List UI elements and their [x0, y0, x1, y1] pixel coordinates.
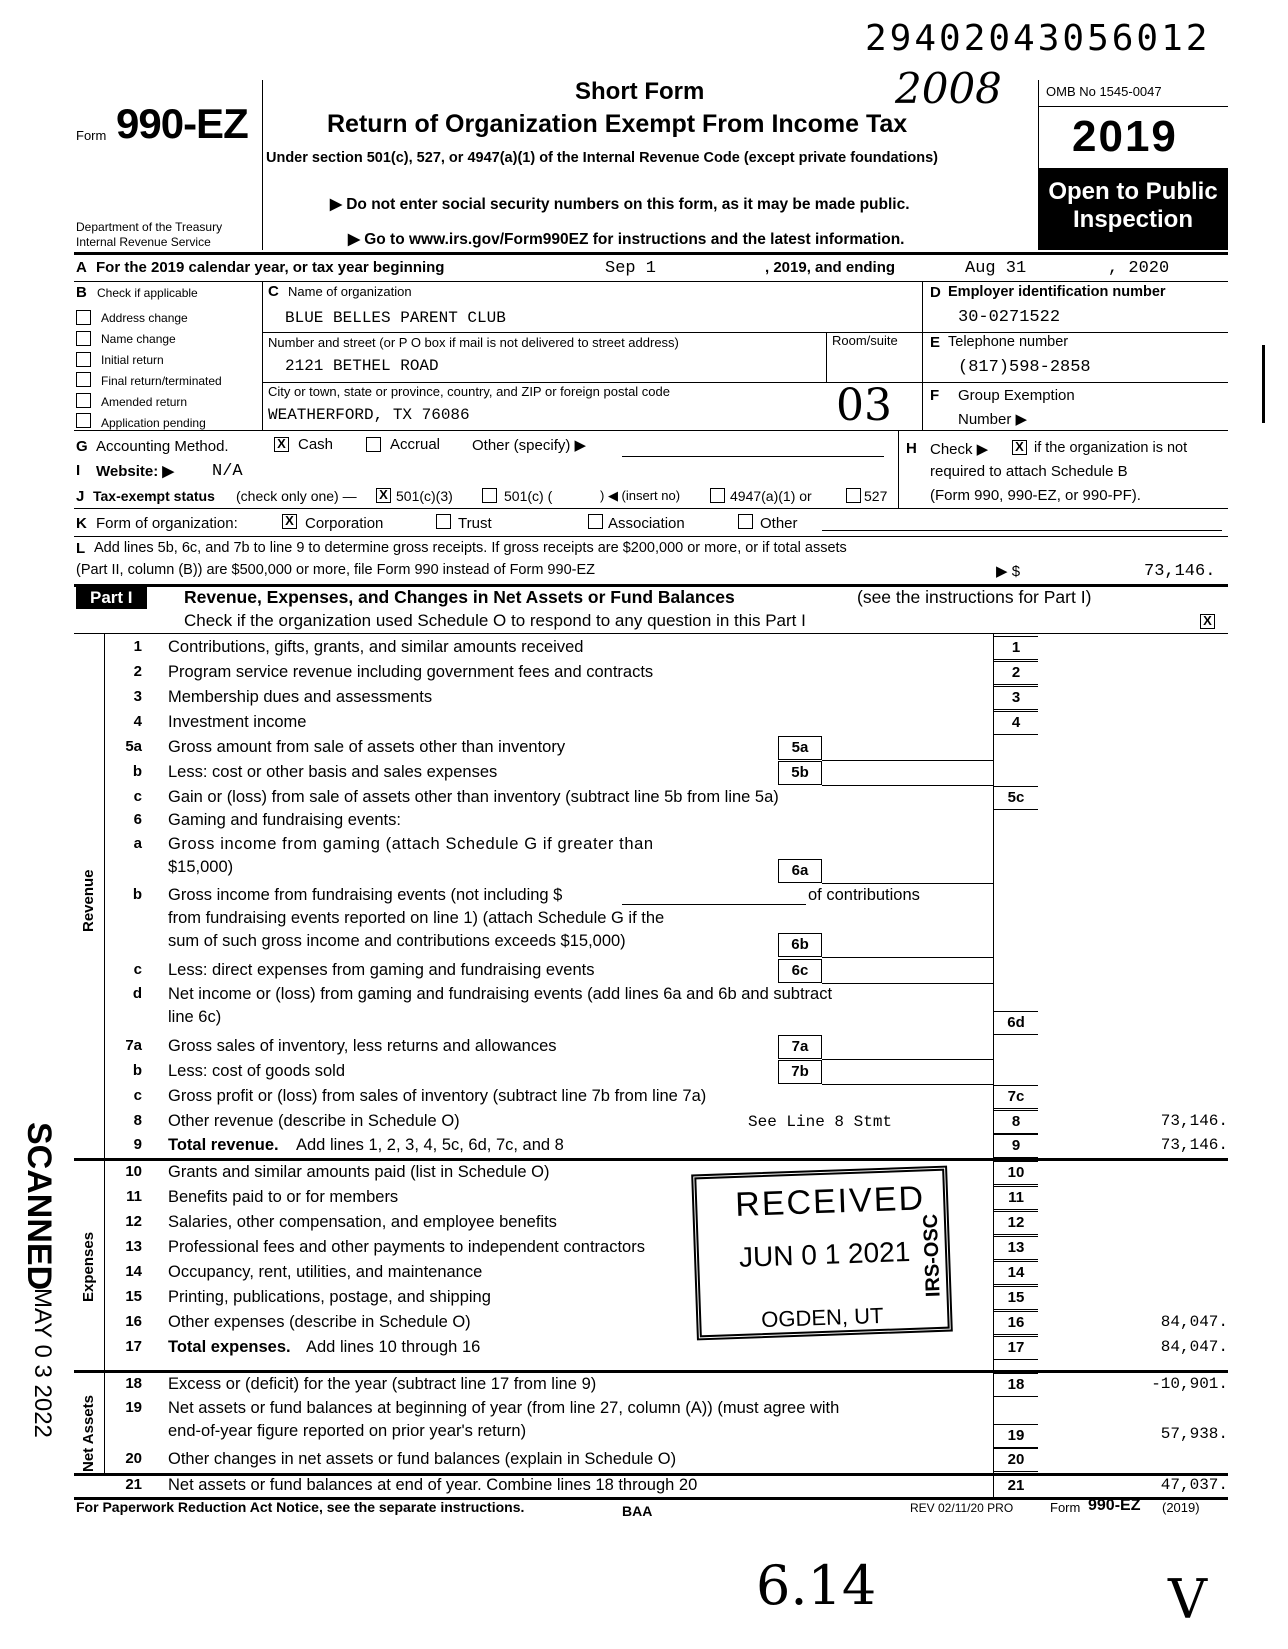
line-10-number: 10	[125, 1163, 142, 1180]
phone-label: Telephone number	[948, 334, 1069, 350]
dept-line1: Department of the Treasury	[76, 220, 223, 234]
line-3-desc: Membership dues and assessments	[168, 688, 433, 706]
line-j-paren: (check only one) —	[236, 488, 357, 504]
label-501c3: 501(c)(3)	[396, 488, 453, 504]
part1-check-text: Check if the organization used Schedule O to respond to any question in this Part I	[184, 611, 806, 630]
org-street[interactable]: 2121 BETHEL ROAD	[285, 357, 439, 375]
line-10-desc: Grants and similar amounts paid (list in Schedule O)	[168, 1163, 550, 1181]
line-a-label: A	[76, 259, 87, 276]
line-19-box: 19	[993, 1424, 1038, 1448]
checkbox-4947[interactable]	[710, 488, 725, 503]
line-13-box: 13	[993, 1236, 1038, 1260]
line-h-text3: (Form 990, 990-EZ, or 990-PF).	[930, 487, 1141, 504]
line-2-number: 2	[133, 663, 142, 680]
line-12-desc: Salaries, other compensation, and employee benefits	[168, 1213, 557, 1231]
line-l-text2: (Part II, column (B)) are $500,000 or more, file Form 990 instead of Form 990-EZ	[76, 562, 595, 578]
line-9-desc-rest: Add lines 1, 2, 3, 4, 5c, 6d, 7c, and 8	[296, 1136, 564, 1154]
line-17-desc-rest: Add lines 10 through 16	[306, 1338, 481, 1356]
line-17-desc: Total expenses.	[168, 1338, 291, 1356]
line-6b-desc: Gross income from fundraising events (not including $	[168, 886, 563, 904]
line-h-text1: Check ▶	[930, 441, 989, 458]
ein-label: Employer identification number	[948, 284, 1166, 300]
received-stamp-side: IRS-OSC	[919, 1213, 945, 1298]
line-13-number: 13	[125, 1238, 142, 1255]
line-5a-number: 5a	[125, 738, 142, 755]
line-4-box: 4	[993, 711, 1038, 735]
line-19-amount[interactable]: 57,938.	[1160, 1425, 1228, 1443]
line-14-desc: Occupancy, rent, utilities, and maintenance	[168, 1263, 483, 1281]
line-2-box: 2	[993, 661, 1038, 685]
received-stamp-title: RECEIVED	[734, 1179, 926, 1224]
line-18-desc: Excess or (deficit) for the year (subtract line 17 from line 9)	[168, 1375, 597, 1393]
line-k-label: K	[76, 515, 87, 532]
line-7c-number: c	[133, 1087, 142, 1104]
checkbox-accrual[interactable]	[366, 437, 381, 452]
checkbox-amended-return[interactable]	[76, 393, 91, 408]
tax-year-begin[interactable]: Sep 1	[605, 259, 657, 278]
line-6a-desc2: $15,000)	[168, 858, 234, 876]
open-to-public-box	[1038, 168, 1228, 250]
line-9-amount[interactable]: 73,146.	[1160, 1136, 1228, 1154]
line-5a-desc: Gross amount from sale of assets other than inventory	[168, 738, 566, 756]
line-7c-desc: Gross profit or (loss) from sales of inventory (subtract line 7b from line 7a)	[168, 1087, 707, 1105]
line-15-box: 15	[993, 1286, 1038, 1310]
line-18-amount[interactable]: -10,901.	[1151, 1375, 1228, 1393]
section-f-label: F	[930, 387, 940, 404]
dln-number: 29402043056012	[865, 18, 1211, 59]
checkbox-final-return[interactable]	[76, 372, 91, 387]
line-19-desc: Net assets or fund balances at beginning of year (from line 27, column (A)) (must agree with	[168, 1399, 840, 1417]
line-6a-desc: Gross income from gaming (attach Schedule G if greater than	[168, 835, 654, 853]
dept-line2: Internal Revenue Service	[76, 235, 211, 249]
tax-year-end[interactable]: Aug 31	[965, 259, 1027, 278]
group-exemption-label: Group Exemption	[958, 387, 1075, 404]
received-stamp	[691, 1166, 953, 1341]
line-6c-box: 6c	[778, 959, 822, 983]
label-trust: Trust	[458, 515, 492, 532]
line-3-box: 3	[993, 686, 1038, 710]
label-527: 527	[864, 488, 888, 504]
line-21-amount[interactable]: 47,037.	[1160, 1476, 1228, 1494]
line-15-number: 15	[125, 1288, 142, 1305]
line-5b-number: b	[132, 763, 142, 780]
line-5c-desc: Gain or (loss) from sale of assets other than inventory (subtract line 5b from line 5a)	[168, 788, 779, 806]
gross-receipts-value[interactable]: 73,146.	[1144, 562, 1216, 581]
line-18-number: 18	[125, 1375, 142, 1392]
section-c-label: C	[268, 283, 279, 300]
checkbox-schedule-o[interactable]: X	[1200, 614, 1215, 629]
line-g-label: G	[76, 438, 88, 455]
ein-value[interactable]: 30-0271522	[958, 308, 1061, 327]
label-corporation: Corporation	[305, 515, 384, 532]
line-9-number: 9	[133, 1136, 142, 1153]
form-title: Return of Organization Exempt From Income Tax	[327, 110, 908, 138]
title-short-form: Short Form	[575, 78, 705, 105]
label-initial-return: Initial return	[101, 353, 164, 367]
line-i-label: I	[76, 462, 81, 479]
line-l-arrow: ▶ $	[996, 563, 1021, 580]
checkbox-application-pending[interactable]	[76, 413, 91, 428]
line-17-amount[interactable]: 84,047.	[1160, 1338, 1228, 1356]
line-6c-desc: Less: direct expenses from gaming and fundraising events	[168, 961, 595, 979]
side-label-revenue: Revenue	[80, 869, 97, 932]
line-a-mid: , 2019, and ending	[765, 259, 896, 276]
open-line2: Inspection	[1072, 206, 1193, 233]
line-6d-number: d	[132, 985, 142, 1002]
checkbox-address-change[interactable]	[76, 310, 91, 325]
line-i-text: Website: ▶	[96, 463, 174, 480]
line-1-desc: Contributions, gifts, grants, and similar amounts received	[168, 638, 584, 656]
checkbox-name-change[interactable]	[76, 331, 91, 346]
line-16-desc: Other expenses (describe in Schedule O)	[168, 1313, 471, 1331]
line-20-number: 20	[125, 1450, 142, 1467]
footer-baa: BAA	[622, 1503, 653, 1519]
notice-website: ▶ Go to www.irs.gov/Form990EZ for instructions and the latest information.	[348, 231, 905, 248]
line-12-box: 12	[993, 1211, 1038, 1235]
label-other-method: Other (specify) ▶	[472, 437, 587, 454]
label-501c-insert: ) ◀ (insert no)	[600, 488, 681, 503]
omb-number: OMB No 1545-0047	[1046, 84, 1162, 99]
line-h-label: H	[906, 440, 917, 457]
line-17-box: 17	[993, 1336, 1038, 1360]
line-5b-box: 5b	[778, 761, 822, 785]
line-6d-desc2: line 6c)	[168, 1008, 222, 1026]
line-20-desc: Other changes in net assets or fund balances (explain in Schedule O)	[168, 1450, 677, 1468]
line-6b-desc3: sum of such gross income and contributions exceeds $15,000)	[168, 932, 626, 950]
line-h-text2: required to attach Schedule B	[930, 463, 1128, 480]
line-5c-box: 5c	[993, 786, 1038, 810]
label-association: Association	[608, 515, 685, 532]
line-19-desc2: end-of-year figure reported on prior year's return)	[168, 1422, 527, 1440]
line-8-desc: Other revenue (describe in Schedule O)	[168, 1112, 460, 1130]
handwritten-note: 6.14	[756, 1554, 877, 1617]
label-cash: Cash	[298, 436, 334, 453]
checkbox-initial-return[interactable]	[76, 352, 91, 367]
line-3-number: 3	[133, 688, 142, 705]
line-k-text: Form of organization:	[96, 515, 238, 532]
margin-mark	[1262, 345, 1265, 423]
scanned-stamp-date: MAY 0 3 2022	[29, 1288, 56, 1438]
form-number: 990-EZ	[116, 100, 248, 147]
tax-year-end-year: , 2020	[1108, 259, 1170, 278]
line-1-number: 1	[133, 638, 142, 655]
line-6d-box: 6d	[993, 1011, 1038, 1035]
line-6b-desc2: from fundraising events reported on line 1) (attach Schedule G if the	[168, 909, 665, 927]
scanned-stamp: SCANNED	[20, 1122, 58, 1291]
line-11-number: 11	[126, 1188, 142, 1205]
line-8-amount[interactable]: 73,146.	[1160, 1112, 1228, 1130]
line-16-amount[interactable]: 84,047.	[1160, 1313, 1228, 1331]
line-9-box: 9	[993, 1134, 1038, 1158]
org-city[interactable]: WEATHERFORD, TX 76086	[268, 406, 470, 424]
line-l-label: L	[76, 540, 86, 557]
line-j-label: J	[76, 488, 85, 505]
checkbox-cash[interactable]: X	[274, 437, 289, 452]
footer-paperwork: For Paperwork Reduction Act Notice, see the separate instructions.	[76, 1499, 525, 1515]
line-12-number: 12	[125, 1213, 142, 1230]
section-e-label: E	[930, 334, 941, 351]
line-7b-number: b	[132, 1062, 142, 1079]
line-1-box: 1	[993, 636, 1038, 660]
checkbox-trust[interactable]	[436, 514, 451, 529]
label-final-return: Final return/terminated	[101, 374, 222, 388]
footer-form-label: Form	[1050, 1500, 1081, 1515]
phone-value[interactable]: (817)598-2858	[958, 358, 1091, 377]
footer-form-year: (2019)	[1162, 1500, 1200, 1515]
line-7a-number: 7a	[125, 1037, 142, 1054]
checkbox-other-org[interactable]	[738, 514, 753, 529]
side-label-net-assets: Net Assets	[80, 1395, 97, 1472]
label-accrual: Accrual	[390, 436, 441, 453]
line-18-box: 18	[993, 1373, 1038, 1397]
section-d-label: D	[930, 284, 941, 301]
form-subtitle: Under section 501(c), 527, or 4947(a)(1) of the Internal Revenue Code (except private foundations)	[266, 150, 938, 166]
line-16-number: 16	[125, 1313, 142, 1330]
label-name-change: Name change	[101, 332, 176, 346]
line-l-text1: Add lines 5b, 6c, and 7b to line 9 to determine gross receipts. If gross receipts are $200,000 or more, or if total assets	[94, 540, 847, 556]
line-21-box: 21	[993, 1474, 1038, 1498]
line-5a-box: 5a	[778, 736, 822, 760]
city-label: City or town, state or province, country, and ZIP or foreign postal code	[268, 384, 670, 399]
line-11-box: 11	[993, 1186, 1038, 1210]
line-6-number: 6	[133, 811, 142, 828]
handwritten-check: V	[1168, 1568, 1207, 1631]
line-6b-desc-tail: of contributions	[808, 886, 920, 904]
line-19-number: 19	[125, 1399, 142, 1416]
line-14-box: 14	[993, 1261, 1038, 1285]
line-6a-number: a	[133, 835, 142, 852]
section-b-title: Check if applicable	[97, 286, 198, 300]
line-h-text1b: if the organization is not	[1034, 440, 1188, 456]
line-7b-box: 7b	[778, 1060, 822, 1084]
line-14-number: 14	[125, 1263, 142, 1280]
received-stamp-date: JUN 0 1 2021	[738, 1235, 911, 1273]
part1-tag: Part I	[76, 587, 147, 609]
line-7a-desc: Gross sales of inventory, less returns and allowances	[168, 1037, 557, 1055]
line-8-note: See Line 8 Stmt	[748, 1113, 893, 1131]
label-4947: 4947(a)(1) or	[730, 488, 812, 504]
checkbox-501c[interactable]	[482, 488, 497, 503]
line-5c-number: c	[133, 788, 142, 805]
line-15-desc: Printing, publications, postage, and shipping	[168, 1288, 491, 1306]
label-other-org: Other	[760, 515, 798, 532]
line-g-text: Accounting Method.	[96, 438, 229, 455]
handwritten-year: 2008	[895, 64, 1002, 113]
checkbox-association[interactable]	[588, 514, 603, 529]
checkbox-527[interactable]	[846, 488, 861, 503]
group-exemption-number-label: Number ▶	[958, 411, 1028, 428]
line-6a-box: 6a	[778, 859, 822, 883]
form-prefix: Form	[76, 128, 107, 143]
tax-year: 2019	[1072, 112, 1178, 161]
org-name[interactable]: BLUE BELLES PARENT CLUB	[285, 309, 506, 327]
website-value[interactable]: N/A	[212, 462, 243, 481]
org-name-label: Name of organization	[288, 284, 412, 299]
handwritten-code: 03	[836, 380, 892, 431]
line-6b-box: 6b	[778, 933, 822, 957]
line-a-text: For the 2019 calendar year, or tax year beginning	[96, 259, 445, 276]
line-j-text: Tax-exempt status	[93, 488, 215, 504]
line-6d-desc: Net income or (loss) from gaming and fundraising events (add lines 6a and 6b and subtract	[168, 985, 833, 1003]
line-6c-number: c	[133, 961, 142, 978]
line-6b-number: b	[132, 886, 142, 903]
line-20-box: 20	[993, 1448, 1038, 1472]
line-8-box: 8	[993, 1110, 1038, 1134]
part1-title-rest: (see the instructions for Part I)	[857, 587, 1092, 607]
line-4-desc: Investment income	[168, 713, 307, 731]
line-11-desc: Benefits paid to or for members	[168, 1188, 399, 1206]
section-b-label: B	[76, 284, 87, 301]
street-label: Number and street (or P O box if mail is not delivered to street address)	[268, 335, 679, 350]
side-label-expenses: Expenses	[80, 1231, 97, 1302]
label-application-pending: Application pending	[101, 416, 206, 430]
received-stamp-bottom: OGDEN, UT	[760, 1302, 884, 1333]
line-2-desc: Program service revenue including government fees and contracts	[168, 663, 654, 681]
checkbox-501c3[interactable]: X	[376, 488, 391, 503]
checkbox-corporation[interactable]: X	[282, 514, 297, 529]
room-suite-label: Room/suite	[832, 333, 898, 348]
line-9-desc: Total revenue.	[168, 1136, 279, 1154]
line-7b-desc: Less: cost of goods sold	[168, 1062, 346, 1080]
line-4-number: 4	[133, 713, 142, 730]
line-10-box: 10	[993, 1161, 1038, 1185]
notice-ssn: ▶ Do not enter social security numbers on this form, as it may be made public.	[330, 196, 910, 213]
line-21-number: 21	[125, 1476, 142, 1493]
footer-form-num: 990-EZ	[1088, 1497, 1141, 1514]
label-address-change: Address change	[101, 311, 188, 325]
line-13-desc: Professional fees and other payments to independent contractors	[168, 1238, 645, 1256]
line-21-desc: Net assets or fund balances at end of year. Combine lines 18 through 20	[168, 1476, 698, 1494]
line-6-desc: Gaming and fundraising events:	[168, 811, 401, 829]
line-8-number: 8	[133, 1112, 142, 1129]
line-7c-box: 7c	[993, 1085, 1038, 1109]
line-17-number: 17	[125, 1338, 142, 1355]
open-line1: Open to Public	[1048, 178, 1218, 205]
line-7a-box: 7a	[778, 1035, 822, 1059]
checkbox-schedule-b[interactable]: X	[1012, 440, 1027, 455]
line-16-box: 16	[993, 1311, 1038, 1335]
label-amended-return: Amended return	[101, 395, 188, 409]
line-5b-desc: Less: cost or other basis and sales expenses	[168, 763, 498, 781]
footer-rev: REV 02/11/20 PRO	[910, 1501, 1014, 1515]
part1-title: Revenue, Expenses, and Changes in Net Assets or Fund Balances	[184, 587, 735, 607]
label-501c: 501(c) (	[504, 488, 553, 504]
